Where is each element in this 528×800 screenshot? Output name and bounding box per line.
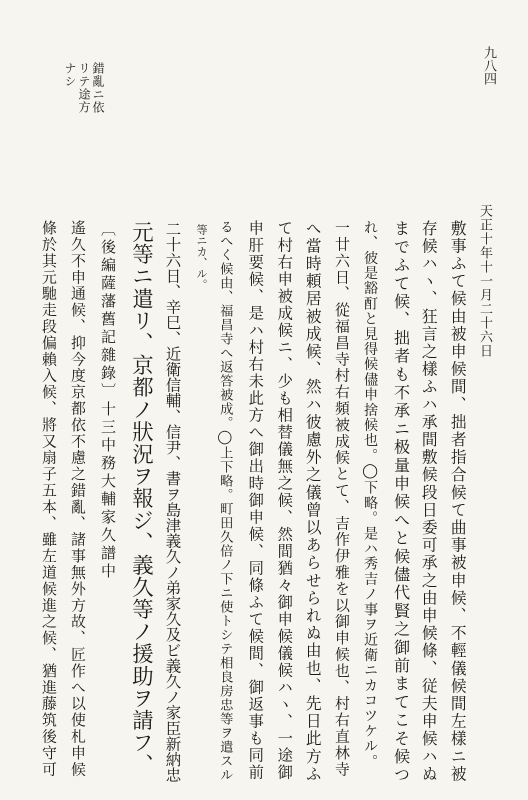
entry-heading-line-2: 元等ニ遣リ、京都ノ狀況ヲ報ジ、義久等ノ援助ヲ請フ、 (128, 221, 154, 776)
text-column-tail: 等ニカ、ル。 (195, 224, 208, 290)
running-header-date: 天正十年十一月二十六日 (477, 204, 492, 358)
text-column: へ當時頼居被成候、然ハ彼慮外之儀曾以あらせられぬ由也、先日此方ふ (303, 220, 323, 784)
margin-note-line-3: ナシ (63, 62, 77, 88)
text-column: 存候ハヽ、狂言之樣ふハ承間敷候段日委可承之由申候條、従夫申候ハぬ (419, 220, 439, 784)
text-column: 敷事ふて候由被申候間、拙者指合候て曲事被申候、不輕儀候間左樣ニ被 (448, 220, 468, 784)
text-column: 一廿六日、從福昌寺村右頻被成候とて、吉作伊雅を以御申候也、村右直林寺 (332, 220, 351, 778)
text-column: までふて候、拙者も不承ニ极量申候へと候儘代賢之御前まてこそ候つ (391, 220, 411, 785)
page-number: 九八四 (481, 46, 496, 85)
text-column: て村右申被成候ニ、少も相替儀無之候、然間猶々御申候儀候ハヽ、一途御 (275, 220, 294, 781)
margin-note-line-1: 錯亂ニ依 (91, 62, 105, 114)
source-citation: 〔後編薩藩舊記雜錄〕十三中務大輔家久譜中 (99, 221, 117, 581)
text-column: れ、彼是豁酊と見得候儘申捨候也。◯下略。是ハ秀吉ノ事ヲ近衛ニカコツケル。 (362, 220, 379, 770)
letter-text-column: 遙久不申通候、抑今度京都依不慮之錯亂、諸事無外方故、匠作へ以使札申候 (68, 220, 87, 778)
text-column: るへく候由、福昌寺へ返答被成。◯上下略。町田久倍ノ下ニ使トシテ相良房忠等ヲ遣スル (217, 220, 233, 782)
margin-note-line-2: リテ途方 (77, 62, 91, 114)
letter-text-column: 條於其元馳走段偏賴入候、將又扇子五本、雖左道候進之候、猶進藤筑後守可 (39, 220, 58, 778)
entry-heading-line-1: 二十六日、辛巳、近衛信輔、信尹、書ヲ島津義久ノ弟家久及ビ義久ノ家臣新納忠 (163, 221, 182, 783)
text-column: 申肝要候、是ハ村右未此方へ御出時御申候、同條ふて候間、御返事も同前 (246, 220, 265, 781)
